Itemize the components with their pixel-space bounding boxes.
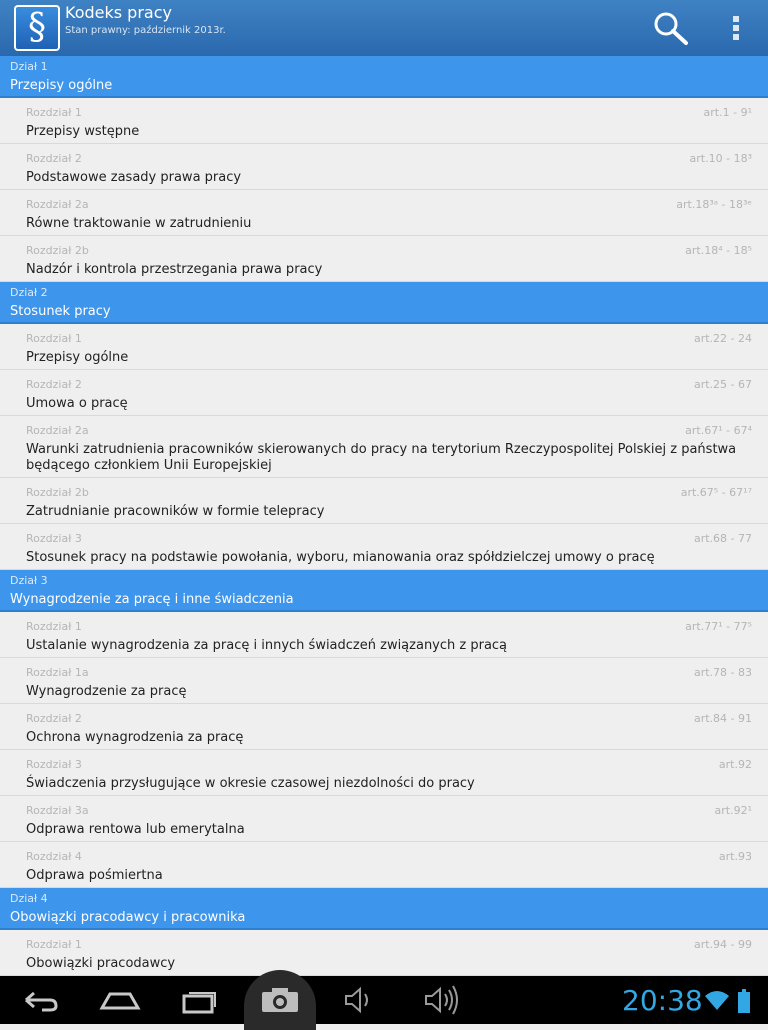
article-range: art.10 - 18³ [689, 152, 752, 165]
section-header[interactable] [0, 56, 768, 98]
chapter-number: Rozdział 4 [26, 850, 82, 863]
chapter-title: Ustalanie wynagrodzenia za pracę i innych świadczeń związanych z pracą [26, 638, 508, 653]
chapter-number: Rozdział 2a [26, 198, 89, 211]
chapter-number: Rozdział 2b [26, 486, 89, 499]
system-navigation-bar [0, 976, 768, 1024]
section-title: Obowiązki pracodawcy i pracownika [10, 910, 246, 925]
article-range: art.67⁵ - 67¹⁷ [680, 486, 752, 499]
article-range: art.78 - 83 [693, 666, 752, 679]
chapter-row[interactable] [0, 842, 768, 888]
chapter-row[interactable] [0, 324, 768, 370]
chapter-row[interactable] [0, 704, 768, 750]
section-title: Stosunek pracy [10, 304, 111, 319]
chapter-title: Przepisy wstępne [26, 124, 140, 139]
volume-up-icon[interactable] [418, 982, 466, 1018]
article-range: art.67¹ - 67⁴ [685, 424, 752, 437]
chapter-title: Zatrudnianie pracowników w formie telepracy [26, 504, 325, 519]
chapter-number: Rozdział 3a [26, 804, 89, 817]
chapter-title: Podstawowe zasady prawa pracy [26, 170, 242, 185]
article-range: art.84 - 91 [693, 712, 752, 725]
chapter-title: Przepisy ogólne [26, 350, 129, 365]
chapter-number: Rozdział 1 [26, 620, 82, 633]
chapter-number: Rozdział 1 [26, 106, 82, 119]
back-icon[interactable] [16, 982, 64, 1018]
section-header[interactable] [0, 570, 768, 612]
screenshot-button[interactable] [244, 970, 316, 1030]
chapter-number: Rozdział 1 [26, 938, 82, 951]
chapter-row[interactable] [0, 750, 768, 796]
article-range: art.94 - 99 [693, 938, 752, 951]
app-subtitle: Stan prawny: październik 2013r. [65, 25, 226, 36]
chapter-title: Stosunek pracy na podstawie powołania, wyboru, mianowania oraz spółdzielczej umowy o pracę [26, 550, 655, 565]
chapter-row[interactable] [0, 236, 768, 282]
chapter-title: Obowiązki pracodawcy [26, 956, 176, 971]
chapter-number: Rozdział 2a [26, 424, 89, 437]
app-title: Kodeks pracy [65, 3, 172, 22]
chapter-row[interactable] [0, 524, 768, 570]
chapter-row[interactable] [0, 144, 768, 190]
recent-apps-icon[interactable] [176, 982, 224, 1018]
section-header[interactable] [0, 888, 768, 930]
chapter-row[interactable] [0, 658, 768, 704]
article-range: art.1 - 9¹ [703, 106, 752, 119]
article-range: art.93 [718, 850, 752, 863]
article-range: art.68 - 77 [693, 532, 752, 545]
chapter-row[interactable] [0, 370, 768, 416]
chapter-row[interactable] [0, 478, 768, 524]
chapter-number: Rozdział 2 [26, 378, 82, 391]
chapter-row[interactable] [0, 930, 768, 976]
chapter-number: Rozdział 3 [26, 758, 82, 771]
chapter-title: Ochrona wynagrodzenia za pracę [26, 730, 244, 745]
chapter-number: Rozdział 3 [26, 532, 82, 545]
chapter-title: Wynagrodzenie za pracę [26, 684, 187, 699]
app-logo-icon[interactable]: § [14, 5, 60, 51]
battery-icon [738, 989, 750, 1013]
article-range: art.22 - 24 [693, 332, 752, 345]
article-range: art.25 - 67 [693, 378, 752, 391]
article-range: art.18³ᵃ - 18³ᵉ [676, 198, 752, 211]
article-range: art.77¹ - 77⁵ [685, 620, 752, 633]
chapter-row[interactable] [0, 416, 768, 478]
chapter-number: Rozdział 1a [26, 666, 89, 679]
wifi-icon [704, 990, 730, 1012]
section-number: Dział 3 [10, 574, 48, 587]
home-icon[interactable] [96, 982, 144, 1018]
chapter-title: Warunki zatrudnienia pracowników skierowanych do pracy na terytorium Rzeczypospolitej Polskiej z państwa będącego członkiem Unii Europejskiej [26, 442, 737, 473]
chapter-title: Nadzór i kontrola przestrzegania prawa pracy [26, 262, 323, 277]
chapter-row[interactable] [0, 612, 768, 658]
chapter-title: Świadczenia przysługujące w okresie czasowej niezdolności do pracy [26, 776, 475, 791]
section-number: Dział 1 [10, 60, 48, 73]
overflow-menu-icon[interactable] [725, 14, 747, 42]
camera-icon [258, 984, 302, 1016]
section-title: Przepisy ogólne [10, 78, 113, 93]
action-bar [0, 0, 768, 56]
chapter-number: Rozdział 1 [26, 332, 82, 345]
chapter-row[interactable] [0, 98, 768, 144]
section-number: Dział 2 [10, 286, 48, 299]
article-range: art.92¹ [714, 804, 752, 817]
section-number: Dział 4 [10, 892, 48, 905]
chapter-row[interactable] [0, 190, 768, 236]
section-title: Wynagrodzenie za pracę i inne świadczenia [10, 592, 294, 607]
chapter-title: Umowa o pracę [26, 396, 128, 411]
chapter-list[interactable] [0, 56, 768, 976]
chapter-row[interactable] [0, 796, 768, 842]
chapter-number: Rozdział 2 [26, 712, 82, 725]
article-range: art.92 [718, 758, 752, 771]
status-clock: 20:38 [622, 984, 703, 1017]
search-icon[interactable] [652, 10, 690, 46]
chapter-number: Rozdział 2 [26, 152, 82, 165]
chapter-title: Odprawa pośmiertna [26, 868, 163, 883]
article-range: art.18⁴ - 18⁵ [685, 244, 752, 257]
chapter-title: Odprawa rentowa lub emerytalna [26, 822, 245, 837]
chapter-title: Równe traktowanie w zatrudnieniu [26, 216, 252, 231]
section-header[interactable] [0, 282, 768, 324]
chapter-number: Rozdział 2b [26, 244, 89, 257]
volume-down-icon[interactable] [338, 982, 386, 1018]
